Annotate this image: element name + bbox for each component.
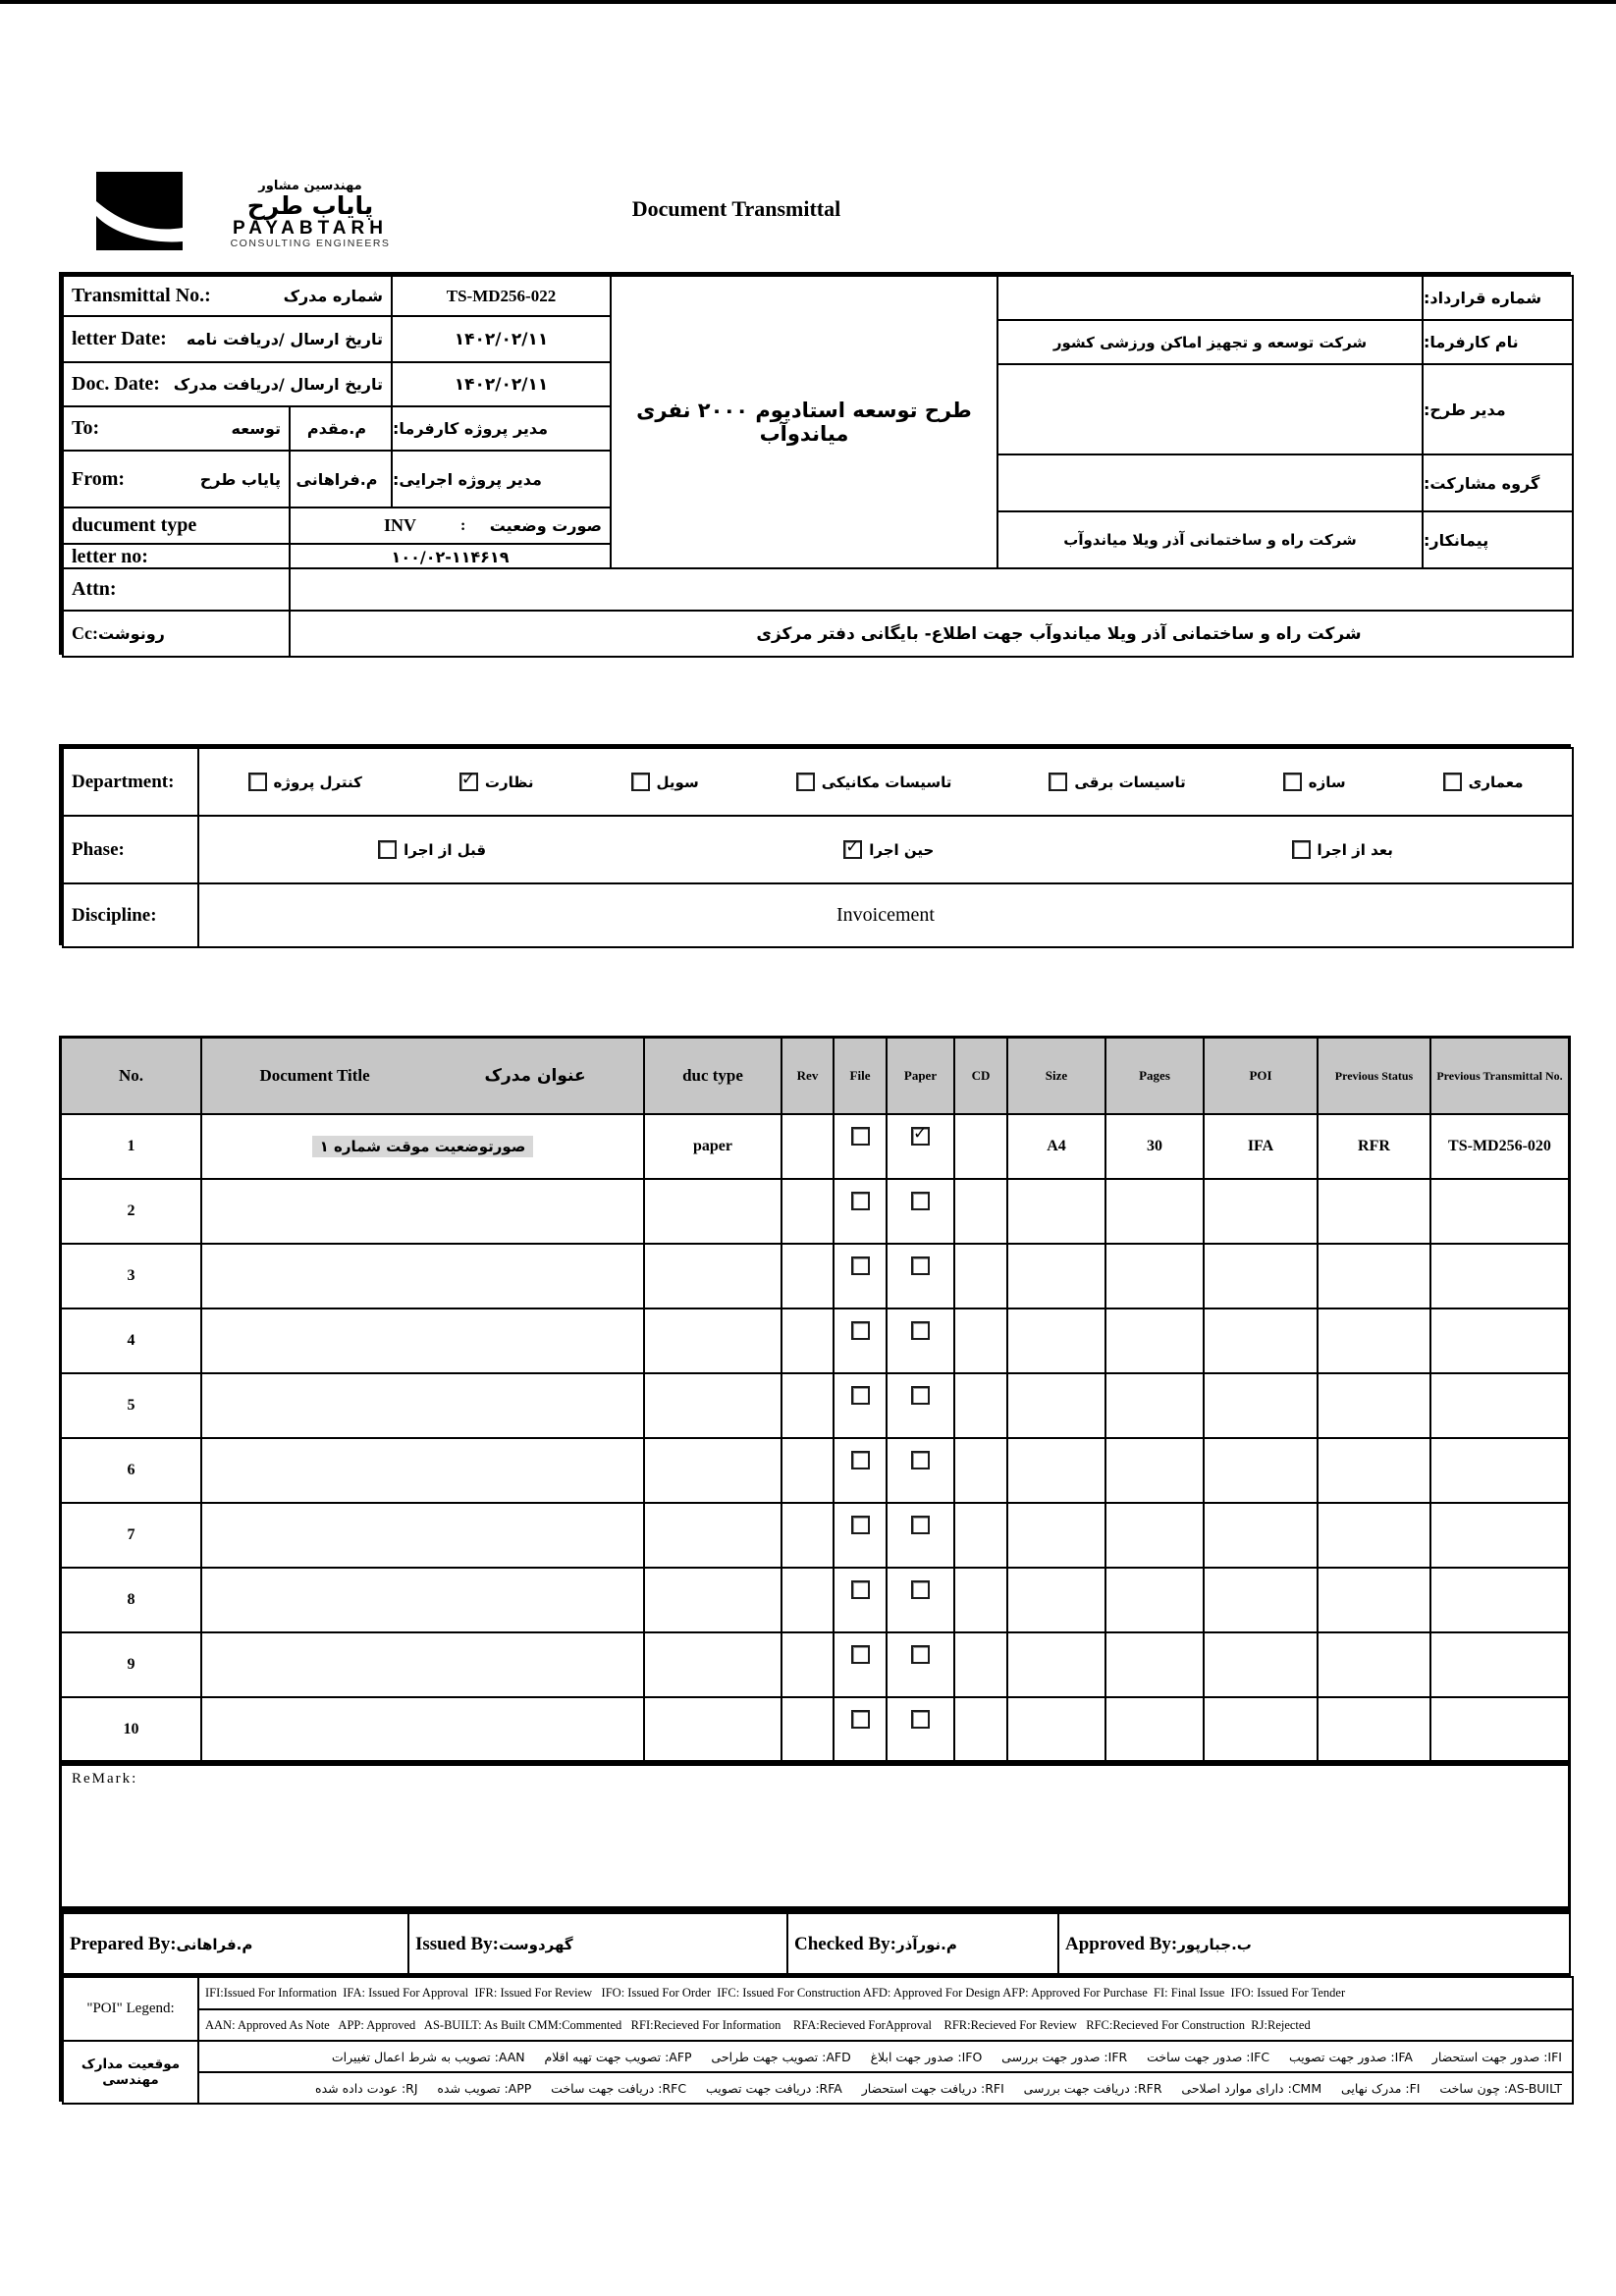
doc-row-4-no: 4: [62, 1309, 202, 1374]
department-options-cell: [197, 747, 1574, 817]
paper-checkbox[interactable]: [911, 1645, 930, 1664]
department-option-label: کنترل پروژه: [273, 773, 362, 791]
doc-row-6-duc-type: [645, 1439, 782, 1504]
paper-checkbox[interactable]: [911, 1710, 930, 1729]
doc-row-9-no: 9: [62, 1633, 202, 1698]
doc-row-10-pages: [1106, 1698, 1205, 1763]
doc-row-10-file: [835, 1698, 888, 1763]
poi-legend-row1: IFI:Issued For Information IFA: Issued For Approval IFR: Issued For Review IFO: Issued For Order IFC: Issued For Construction AFD: Approved For Design AFP: Approved For Purchase FI: Final Issue IFO: Issued For Tender: [197, 1976, 1574, 2010]
attn-label-cell: [62, 567, 291, 612]
doc-row-3-pages: [1106, 1245, 1205, 1309]
company-logo: [96, 172, 183, 255]
doc-row-1-paper: [888, 1115, 955, 1180]
doc-row-5-duc-type: [645, 1374, 782, 1439]
department-option: [1283, 773, 1346, 791]
phase-option-label: حین اجرا: [869, 840, 935, 859]
transmittal-no-label-en: Transmittal No.:: [72, 285, 211, 306]
column-header-document-title: [202, 1039, 645, 1115]
doc-row-2-cd: [955, 1180, 1008, 1245]
cc-label-cell: [62, 610, 291, 658]
remark-box: [59, 1760, 1571, 1909]
doc-row-8-poi: [1205, 1569, 1319, 1633]
department-option: [631, 773, 699, 791]
doc-row-5-size: [1008, 1374, 1106, 1439]
doc-row-7-paper: [888, 1504, 955, 1569]
doc-row-7-poi: [1205, 1504, 1319, 1569]
to-person: م.مقدم: [289, 405, 393, 452]
logo-mark-icon: [96, 172, 183, 250]
phase-option-label: قبل از اجرا: [404, 840, 487, 859]
doc-row-4-title: [202, 1309, 645, 1374]
letter-date-label-cell: [62, 315, 393, 363]
doc-row-3-prev-transmittal: [1431, 1245, 1568, 1309]
doc-row-10-title: [202, 1698, 645, 1763]
signature-label: Prepared By:: [70, 1933, 177, 1954]
paper-checkbox[interactable]: [911, 1127, 930, 1146]
doc-row-7-no: 7: [62, 1504, 202, 1569]
doc-row-3-no: 3: [62, 1245, 202, 1309]
from-cell: [62, 450, 291, 508]
doc-row-2-rev: [782, 1180, 835, 1245]
doc-date-value: ۱۴۰۲/۰۲/۱۱: [391, 361, 612, 407]
doc-row-10-prev-transmittal: [1431, 1698, 1568, 1763]
phase-options: [199, 840, 1572, 859]
doc-row-6-rev: [782, 1439, 835, 1504]
doc-row-7-title: [202, 1504, 645, 1569]
project-title: طرح توسعه استادیوم ۲۰۰۰ نفری میاندوآب: [610, 275, 998, 569]
doc-row-2-duc-type: [645, 1180, 782, 1245]
remark-label: ReMark:: [72, 1771, 138, 1787]
phase-checkbox[interactable]: [843, 840, 862, 859]
contract-no-label: شماره قرارداد:: [1422, 275, 1574, 321]
doc-row-8-cd: [955, 1569, 1008, 1633]
doc-row-9-paper: [888, 1633, 955, 1698]
logo-fa-name: پایاب طرح: [246, 190, 374, 220]
doc-row-8-size: [1008, 1569, 1106, 1633]
discipline-label: Discipline:: [72, 904, 157, 926]
status-legend-row1: IFI: صدور جهت استحضار IFA: صدور جهت تصویب IFC: صدور جهت ساخت IFR: صدور جهت بررسی IFO: صدور جهت ابلاغ AFD: تصویب جهت طراحی AFP: تصویب جهت تهیه اقلام AAN: تصویب به شرط اعمال تغییرات: [197, 2040, 1574, 2073]
department-checkbox[interactable]: [1443, 773, 1462, 791]
transmittal-no-label-cell: [62, 275, 393, 317]
paper-checkbox[interactable]: [911, 1580, 930, 1599]
doc-row-6-size: [1008, 1439, 1106, 1504]
doc-row-6-prev-status: [1319, 1439, 1431, 1504]
doc-row-10-size: [1008, 1698, 1106, 1763]
client-value: شرکت توسعه و تجهیز اماکن ورزشی کشور: [997, 319, 1424, 365]
doc-row-6-no: 6: [62, 1439, 202, 1504]
doc-date-label-cell: [62, 361, 393, 407]
doc-row-1-cd: [955, 1115, 1008, 1180]
doc-row-6-prev-transmittal: [1431, 1439, 1568, 1504]
transmittal-no-value: TS-MD256-022: [391, 275, 612, 317]
doc-row-8-no: 8: [62, 1569, 202, 1633]
department-option: [459, 773, 534, 791]
doc-row-2-title: [202, 1180, 645, 1245]
doc-row-8-prev-status: [1319, 1569, 1431, 1633]
signature-cell-checked-by: [786, 1912, 1059, 1976]
cc-label-en: Cc:: [72, 623, 98, 643]
contractor-label: پیمانکار:: [1422, 510, 1574, 569]
doc-row-5-title: [202, 1374, 645, 1439]
paper-checkbox[interactable]: [911, 1256, 930, 1275]
doc-row-7-cd: [955, 1504, 1008, 1569]
doc-row-4-pages: [1106, 1309, 1205, 1374]
doc-row-9-prev-status: [1319, 1633, 1431, 1698]
file-checkbox[interactable]: [851, 1127, 870, 1146]
doc-row-10-no: 10: [62, 1698, 202, 1763]
status-legend-row2: AS-BUILT: چون ساخت FI: مدرک نهایی CMM: دارای موارد اصلاحی RFR: دریافت جهت بررسی RFI: دریافت جهت استحضار RFA: دریافت جهت تصویب RFC: دریافت جهت ساخت APP: تصویب شده RJ: عودت داده شده: [197, 2071, 1574, 2105]
phase-option: [378, 840, 486, 859]
doc-row-4-file: [835, 1309, 888, 1374]
doc-row-2-poi: [1205, 1180, 1319, 1245]
doc-row-9-poi: [1205, 1633, 1319, 1698]
doc-row-1-poi: IFA: [1205, 1115, 1319, 1180]
doc-row-4-paper: [888, 1309, 955, 1374]
doc-row-8-prev-transmittal: [1431, 1569, 1568, 1633]
phase-option: [1292, 840, 1393, 859]
doc-row-1-no: 1: [62, 1115, 202, 1180]
file-checkbox[interactable]: [851, 1516, 870, 1534]
column-header-previous-transmittal-no-: Previous Transmittal No.: [1431, 1039, 1568, 1115]
column-header-cd: CD: [955, 1039, 1008, 1115]
status-legend-label-cell: موقعیت مدارک مهندسی: [62, 2040, 199, 2105]
phase-option: [843, 840, 934, 859]
doc-row-6-pages: [1106, 1439, 1205, 1504]
paper-checkbox[interactable]: [911, 1516, 930, 1534]
doc-row-1-file: [835, 1115, 888, 1180]
doc-row-3-cd: [955, 1245, 1008, 1309]
department-checkbox[interactable]: [796, 773, 815, 791]
design-manager-value: [997, 363, 1424, 455]
file-checkbox[interactable]: [851, 1386, 870, 1405]
phase-checkbox[interactable]: [1292, 840, 1311, 859]
contractor-value: شرکت راه و ساختمانی آذر ویلا میاندوآب: [997, 510, 1424, 569]
signature-cell-issued-by: [407, 1912, 788, 1976]
department-option-label: معماری: [1468, 773, 1524, 791]
doc-row-2-pages: [1106, 1180, 1205, 1245]
page-top-rule: [0, 0, 1616, 4]
doc-row-1-prev-status: RFR: [1319, 1115, 1431, 1180]
page-title: Document Transmittal: [631, 196, 841, 221]
contract-no-value: [997, 275, 1424, 321]
doc-row-2-no: 2: [62, 1180, 202, 1245]
signature-label: Checked By:: [794, 1933, 896, 1954]
paper-checkbox[interactable]: [911, 1451, 930, 1469]
letter-date-label-en: letter Date:: [72, 328, 167, 349]
doc-row-10-prev-status: [1319, 1698, 1431, 1763]
department-option-label: سویل: [656, 773, 699, 791]
column-header-document-title-fa: عنوان مدرک: [484, 1066, 586, 1086]
signature-cell-approved-by: [1057, 1912, 1571, 1976]
column-header-size: Size: [1008, 1039, 1106, 1115]
to-fa-label: مدیر پروژه کارفرما:: [391, 405, 612, 452]
doc-row-1-pages: 30: [1106, 1115, 1205, 1180]
file-checkbox[interactable]: [851, 1256, 870, 1275]
file-checkbox[interactable]: [851, 1192, 870, 1210]
partnership-group-label: گروه مشارکت:: [1422, 454, 1574, 512]
doc-row-6-paper: [888, 1439, 955, 1504]
paper-checkbox[interactable]: [911, 1321, 930, 1340]
doc-row-6-cd: [955, 1439, 1008, 1504]
department-options: [199, 773, 1572, 791]
doc-row-4-poi: [1205, 1309, 1319, 1374]
phase-option-label: بعد از اجرا: [1317, 840, 1393, 859]
doc-row-1-rev: [782, 1115, 835, 1180]
department-checkbox[interactable]: [459, 773, 478, 791]
department-checkbox[interactable]: [1049, 773, 1067, 791]
attn-label: Attn:: [72, 578, 117, 600]
document-type-colon: :: [460, 516, 466, 534]
file-checkbox[interactable]: [851, 1580, 870, 1599]
column-header-poi: POI: [1205, 1039, 1319, 1115]
column-header-pages: Pages: [1106, 1039, 1205, 1115]
doc-row-10-poi: [1205, 1698, 1319, 1763]
department-option: [796, 773, 952, 791]
doc-row-10-paper: [888, 1698, 955, 1763]
discipline-label-cell: [62, 882, 199, 948]
partnership-group-value: [997, 454, 1424, 512]
doc-row-3-paper: [888, 1245, 955, 1309]
doc-row-7-rev: [782, 1504, 835, 1569]
doc-row-1-duc-type: paper: [645, 1115, 782, 1180]
doc-row-7-size: [1008, 1504, 1106, 1569]
column-header-no-: No.: [62, 1039, 202, 1115]
cc-value: شرکت راه و ساختمانی آذر ویلا میاندوآب جهت اطلاع- بایگانی دفتر مرکزی: [289, 610, 1574, 658]
from-person: م.فراهانی: [289, 450, 393, 508]
department-checkbox[interactable]: [631, 773, 650, 791]
signature-label: Approved By:: [1065, 1933, 1178, 1954]
signature-row: [59, 1909, 1571, 1973]
doc-row-9-rev: [782, 1633, 835, 1698]
doc-date-label-en: Doc. Date:: [72, 373, 160, 395]
document-table: [59, 1036, 1571, 1766]
client-label: نام کارفرما:: [1422, 319, 1574, 365]
logo-en-subtitle: CONSULTING ENGINEERS: [230, 237, 391, 249]
doc-row-1-prev-transmittal: TS-MD256-020: [1431, 1115, 1568, 1180]
doc-row-2-paper: [888, 1180, 955, 1245]
doc-row-9-file: [835, 1633, 888, 1698]
phase-label-cell: [62, 815, 199, 884]
doc-row-6-file: [835, 1439, 888, 1504]
department-option-label: سازه: [1308, 773, 1346, 791]
doc-row-3-prev-status: [1319, 1245, 1431, 1309]
logo-en-name: PAYABTARH: [233, 217, 388, 239]
doc-row-3-rev: [782, 1245, 835, 1309]
doc-row-5-prev-status: [1319, 1374, 1431, 1439]
from-fa-label: مدیر پروژه اجرایی:: [391, 450, 612, 508]
to-cell: [62, 405, 291, 452]
doc-row-5-no: 5: [62, 1374, 202, 1439]
doc-row-1-size: A4: [1008, 1115, 1106, 1180]
doc-row-3-title: [202, 1245, 645, 1309]
doc-row-4-size: [1008, 1309, 1106, 1374]
doc-row-5-prev-transmittal: [1431, 1374, 1568, 1439]
column-header-previous-status: Previous Status: [1319, 1039, 1431, 1115]
doc-row-8-title: [202, 1569, 645, 1633]
header-table: [59, 272, 1571, 655]
signature-name: گهردوست: [499, 1935, 573, 1953]
department-checkbox[interactable]: [248, 773, 267, 791]
doc-row-5-paper: [888, 1374, 955, 1439]
column-header-document-title-en: Document Title: [259, 1066, 370, 1085]
doc-row-10-cd: [955, 1698, 1008, 1763]
transmittal-no-label-fa: شماره مدرک: [283, 287, 383, 305]
file-checkbox[interactable]: [851, 1451, 870, 1469]
signature-name: ب.جبارپور: [1177, 1935, 1252, 1953]
doc-row-3-poi: [1205, 1245, 1319, 1309]
design-manager-label: مدیر طرح:: [1422, 363, 1574, 455]
doc-row-7-file: [835, 1504, 888, 1569]
doc-row-7-pages: [1106, 1504, 1205, 1569]
doc-row-3-file: [835, 1245, 888, 1309]
file-checkbox[interactable]: [851, 1321, 870, 1340]
department-checkbox[interactable]: [1283, 773, 1302, 791]
document-type-value: INV: [384, 515, 417, 535]
to-label: To:: [72, 417, 100, 439]
doc-row-8-paper: [888, 1569, 955, 1633]
letter-no-value: ۱۰۰/۰۲-۱۱۴۶۱۹: [289, 543, 612, 571]
phase-checkbox[interactable]: [378, 840, 397, 859]
department-option-label: تاسیسات مکانیکی: [821, 773, 952, 791]
letter-date-label-fa: تاریخ ارسال /دریافت نامه: [186, 330, 383, 348]
department-option: [248, 773, 362, 791]
column-header-duc-type: duc type: [645, 1039, 782, 1115]
doc-row-2-size: [1008, 1180, 1106, 1245]
letter-date-value: ۱۴۰۲/۰۲/۱۱: [391, 315, 612, 363]
department-label: Department:: [72, 771, 175, 792]
department-option: [1443, 773, 1524, 791]
letter-no-label: letter no:: [72, 546, 148, 567]
phase-label: Phase:: [72, 838, 125, 860]
doc-row-5-file: [835, 1374, 888, 1439]
document-type-label: ducument type: [72, 514, 197, 536]
signature-label: Issued By:: [415, 1933, 499, 1954]
doc-row-10-rev: [782, 1698, 835, 1763]
department-label-cell: [62, 747, 199, 817]
doc-row-9-cd: [955, 1633, 1008, 1698]
doc-row-9-duc-type: [645, 1633, 782, 1698]
document-title-text: صورتوضعیت موقت شماره ۱: [312, 1136, 534, 1157]
doc-row-4-rev: [782, 1309, 835, 1374]
doc-row-9-size: [1008, 1633, 1106, 1698]
from-label: From:: [72, 467, 126, 490]
doc-row-8-rev: [782, 1569, 835, 1633]
doc-row-8-pages: [1106, 1569, 1205, 1633]
doc-row-1-title: [202, 1115, 645, 1180]
poi-legend-label-cell: "POI" Legend:: [62, 1976, 199, 2042]
doc-row-9-pages: [1106, 1633, 1205, 1698]
signature-name: م.نورآذر: [895, 1935, 957, 1953]
doc-row-7-duc-type: [645, 1504, 782, 1569]
document-type-fa: صورت وضعیت: [489, 516, 602, 535]
doc-row-8-file: [835, 1569, 888, 1633]
doc-row-9-prev-transmittal: [1431, 1633, 1568, 1698]
doc-row-5-rev: [782, 1374, 835, 1439]
doc-row-4-cd: [955, 1309, 1008, 1374]
doc-row-3-size: [1008, 1245, 1106, 1309]
doc-row-5-poi: [1205, 1374, 1319, 1439]
classification-table: [59, 744, 1571, 945]
poi-legend-row2: AAN: Approved As Note APP: Approved AS-BUILT: As Built CMM:Commented RFI:Recieved For Information RFA:Recieved ForApproval RFR:Recieved For Review RFC:Recieved For Construction RJ:Rejected: [197, 2008, 1574, 2042]
phase-options-cell: [197, 815, 1574, 884]
paper-checkbox[interactable]: [911, 1192, 930, 1210]
doc-row-2-prev-transmittal: [1431, 1180, 1568, 1245]
column-header-file: File: [835, 1039, 888, 1115]
doc-row-9-title: [202, 1633, 645, 1698]
doc-row-7-prev-status: [1319, 1504, 1431, 1569]
doc-row-7-prev-transmittal: [1431, 1504, 1568, 1569]
signature-cell-prepared-by: [62, 1912, 409, 1976]
to-value: توسعه: [231, 419, 281, 438]
column-header-rev: Rev: [782, 1039, 835, 1115]
column-header-paper: Paper: [888, 1039, 955, 1115]
doc-date-label-fa: تاریخ ارسال /دریافت مدرک: [173, 375, 383, 394]
doc-row-2-prev-status: [1319, 1180, 1431, 1245]
document-type-label-cell: [62, 507, 291, 545]
doc-row-2-file: [835, 1180, 888, 1245]
doc-row-10-duc-type: [645, 1698, 782, 1763]
document-type-value-cell: [289, 507, 612, 545]
department-option-label: نظارت: [484, 773, 534, 791]
doc-row-6-title: [202, 1439, 645, 1504]
department-option-label: تاسیسات برقی: [1074, 773, 1186, 791]
legend-table: [59, 1973, 1571, 2102]
signature-name: م.فراهانی: [176, 1935, 253, 1953]
doc-row-5-pages: [1106, 1374, 1205, 1439]
logo-text-block: [192, 180, 428, 249]
doc-row-5-cd: [955, 1374, 1008, 1439]
doc-row-4-prev-status: [1319, 1309, 1431, 1374]
file-checkbox[interactable]: [851, 1645, 870, 1664]
logo-fa-subtitle: مهندسین مشاور: [258, 179, 362, 193]
department-option: [1049, 773, 1185, 791]
cc-label-fa: رونوشت: [97, 624, 165, 643]
file-checkbox[interactable]: [851, 1710, 870, 1729]
doc-row-4-prev-transmittal: [1431, 1309, 1568, 1374]
from-value: پایاب طرح: [199, 469, 281, 489]
doc-row-6-poi: [1205, 1439, 1319, 1504]
discipline-value: Invoicement: [197, 882, 1574, 948]
doc-row-4-duc-type: [645, 1309, 782, 1374]
attn-value: [289, 567, 1574, 612]
doc-row-8-duc-type: [645, 1569, 782, 1633]
paper-checkbox[interactable]: [911, 1386, 930, 1405]
doc-row-3-duc-type: [645, 1245, 782, 1309]
